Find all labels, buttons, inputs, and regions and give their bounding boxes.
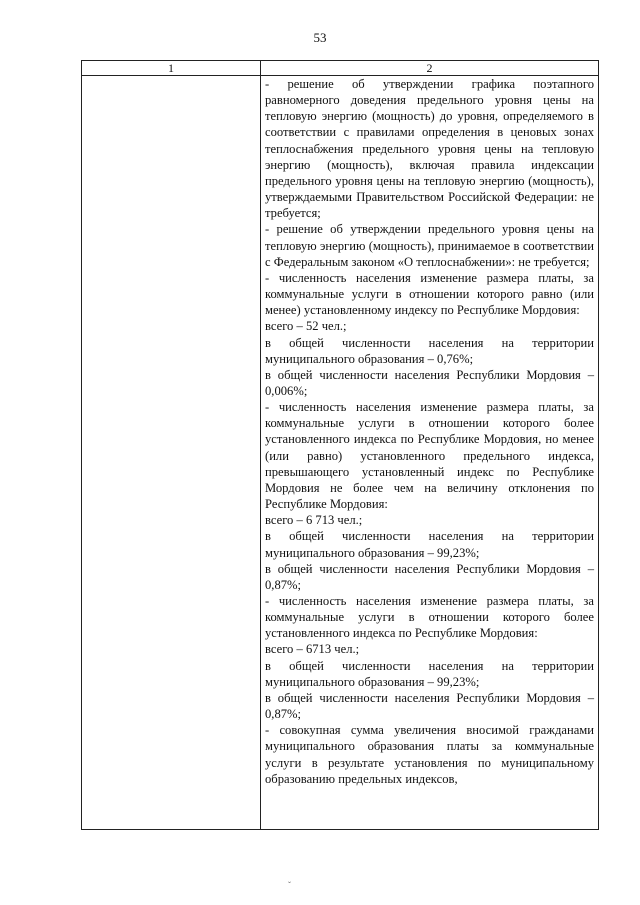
text-paragraph: всего – 6713 чел.; [265,642,360,657]
text-paragraph: в общей численности населения Республики Мордовия – 0,87%; [265,561,594,592]
text-paragraph: в общей численности населения на территории муниципального образования – 99,23%; [265,529,594,560]
column-1-header: 1 [168,61,174,75]
page-number: 53 [313,30,327,45]
text-paragraph: всего – 6 713 чел.; [265,513,363,528]
document-table [81,60,599,830]
text-paragraph: - численность населения изменение размера платы, за коммунальные услуги в отношении которого равно (или менее) установленному индексу по Республике Мордовия: [265,270,594,318]
text-paragraph: в общей численности населения Республики Мордовия – 0,87%; [265,690,594,722]
column-divider [260,61,261,829]
text-paragraph: в общей численности населения на территории муниципального образования – 99,23%; [265,658,594,689]
text-paragraph: - решение об утверждении предельного уровня цены на тепловую энергию (мощность), принимаемое в соответствии с Федеральным законом «О теплоснабжении»: не требуется; [265,222,594,269]
text-paragraph: в общей численности населения Республики Мордовия – 0,006%; [265,367,594,398]
column-2-content [265,76,594,829]
text-paragraph: - численность населения изменение размера платы, за коммунальные услуги в отношении которого более установленного индекса по Республике Мордовия: [265,594,594,641]
text-paragraph: в общей численности населения на территории муниципального образования – 0,76%; [265,335,594,366]
column-2-header: 2 [426,61,433,75]
table-header-row [82,61,598,76]
text-paragraph: всего – 52 чел.; [265,319,347,334]
scan-mark: ˇ [288,880,291,890]
text-paragraph: - решение об утверждении графика поэтапного равномерного доведения предельного уровня цены на тепловую энергию (мощность) до уровня, определяемого в соответствии с правилами определения в ценовых зонах теплоснабжения предельного уровня цены на тепловую энергию (мощность), включая правила индексации предельного уровня цены на тепловую энергию (мощность), утверждаемыми Правительством Российской Федерации: не требуется; [265,77,594,221]
text-paragraph: - совокупная сумма увеличения вносимой гражданами муниципального образования платы за коммунальные услуги в результате установления по муниципальному образованию предельных индексов, [265,723,594,786]
text-paragraph: - численность населения изменение размера платы, за коммунальные услуги в отношении которого более установленного индекса по Республике Мордовия, но менее (или равно) установленного предельного индекса, превышающего установленный индекс по Республике Мордовия не более чем на величину отклонения по Республике Мордовия: [265,400,594,512]
